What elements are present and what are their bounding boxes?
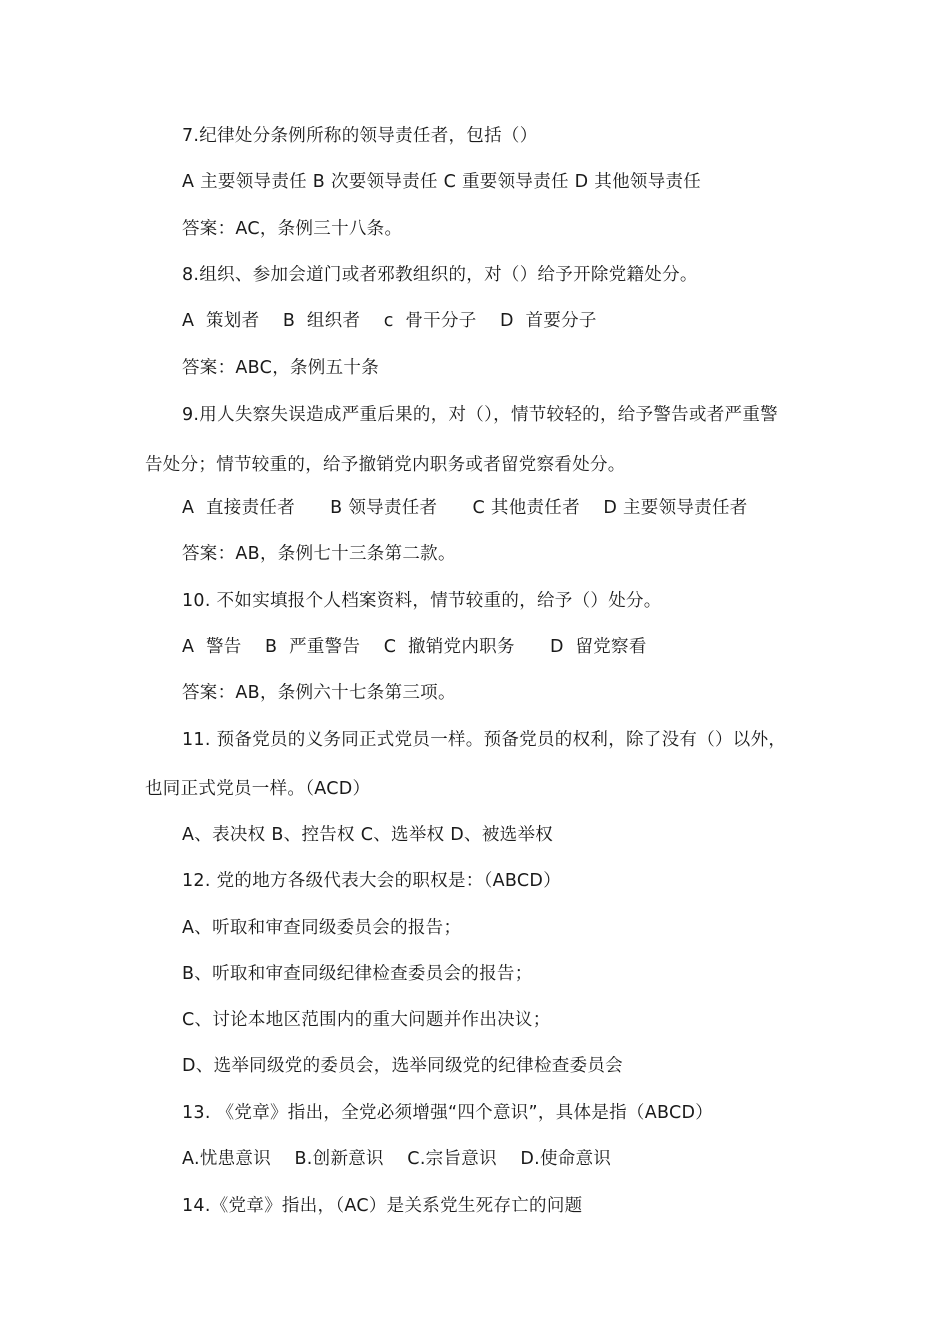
question-10-answer: 答案：AB，条例六十七条第三项。 <box>182 683 456 703</box>
question-12-option-c: C、讨论本地区范围内的重大问题并作出决议； <box>182 1010 551 1030</box>
question-13: 13. 《党章》指出，全党必须增强“四个意识”，具体是指（ABCD） <box>182 1103 714 1123</box>
question-8: 8.组织、参加会道门或者邪教组织的，对（）给予开除党籍处分。 <box>182 265 698 285</box>
question-10-options: A 警告 B 严重警告 C 撤销党内职务 D 留党察看 <box>182 637 647 657</box>
question-12-option-b: B、听取和审查同级纪律检查委员会的报告； <box>182 964 533 984</box>
question-7: 7.纪律处分条例所称的领导责任者，包括（） <box>182 126 538 146</box>
question-9: 9.用人失察失误造成严重后果的，对（），情节较轻的，给予警告或者严重警 <box>182 405 778 425</box>
question-9-continued: 告处分；情节较重的，给予撤销党内职务或者留党察看处分。 <box>145 455 626 475</box>
question-14: 14.《党章》指出，（AC）是关系党生死存亡的问题 <box>182 1196 583 1216</box>
question-8-options: A 策划者 B 组织者 c 骨干分子 D 首要分子 <box>182 311 597 331</box>
question-9-options: A 直接责任者 B 领导责任者 C 其他责任者 D 主要领导责任者 <box>182 498 748 518</box>
question-7-options: A 主要领导责任 B 次要领导责任 C 重要领导责任 D 其他领导责任 <box>182 172 702 192</box>
question-11-options: A、表决权 B、控告权 C、选举权 D、被选举权 <box>182 825 554 845</box>
question-12-option-a: A、听取和审查同级委员会的报告； <box>182 918 462 938</box>
question-12-option-d: D、选举同级党的委员会，选举同级党的纪律检查委员会 <box>182 1056 623 1076</box>
question-8-answer: 答案：ABC，条例五十条 <box>182 358 379 378</box>
question-11: 11. 预备党员的义务同正式党员一样。预备党员的权利，除了没有（）以外， <box>182 730 787 750</box>
question-10: 10. 不如实填报个人档案资料，情节较重的，给予（）处分。 <box>182 591 662 611</box>
question-9-answer: 答案：AB，条例七十三条第二款。 <box>182 544 456 564</box>
question-7-answer: 答案：AC，条例三十八条。 <box>182 219 403 239</box>
question-13-options: A.忧患意识 B.创新意识 C.宗旨意识 D.使命意识 <box>182 1149 612 1169</box>
question-12: 12. 党的地方各级代表大会的职权是：（ABCD） <box>182 871 562 891</box>
question-11-continued: 也同正式党员一样。（ACD） <box>145 779 371 799</box>
